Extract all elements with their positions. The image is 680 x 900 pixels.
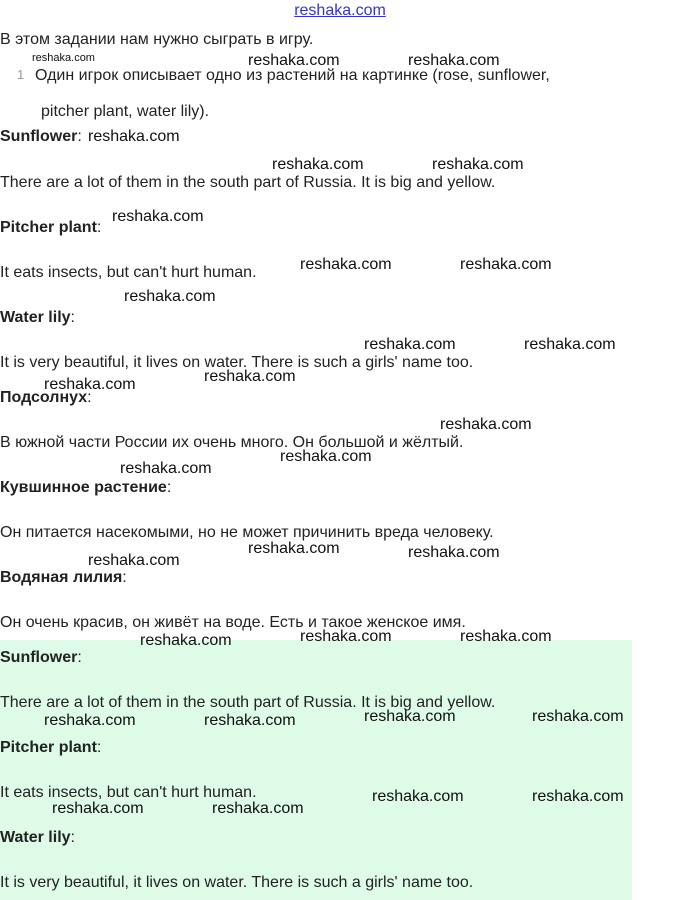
watermark: reshaka.com [212, 800, 304, 817]
watermark: reshaka.com [372, 788, 464, 805]
entry-text-podsolnukh: В южной части России их очень много. Он большой и жёлтый. [0, 434, 464, 451]
watermark: reshaka.com [300, 628, 392, 645]
watermark: reshaka.com [140, 632, 232, 649]
watermark: reshaka.com [300, 256, 392, 273]
entry-text-water-lily: It is very beautiful, it lives on water. There is such a girls' name too. [0, 354, 474, 371]
watermark: reshaka.com [120, 460, 212, 477]
list-item-number: 1 [17, 67, 25, 82]
watermark: reshaka.com [364, 336, 456, 353]
watermark: reshaka.com [204, 368, 296, 385]
entry-text-sunflower: There are a lot of them in the south part of Russia. It is big and yellow. [0, 174, 496, 191]
watermark: reshaka.com [44, 376, 136, 393]
watermark: reshaka.com [248, 52, 340, 69]
highlight-text-sunflower: There are a lot of them in the south part of Russia. It is big and yellow. [0, 694, 496, 711]
highlight-block [0, 640, 632, 900]
watermark: reshaka.com [272, 156, 364, 173]
watermark: reshaka.com [44, 712, 136, 729]
highlight-text-pitcher-plant: It eats insects, but can't hurt human. [0, 784, 257, 801]
list-item-text-line1: Один игрок описывает одно из растений на картинке (rose, sunflower, [35, 67, 550, 84]
watermark: reshaka.com [532, 708, 624, 725]
entry-label-vodyanaya-liliya: Водяная лилия: [0, 569, 127, 586]
watermark: reshaka.com [408, 544, 500, 561]
watermark: reshaka.com [408, 52, 500, 69]
watermark: reshaka.com [52, 800, 144, 817]
watermark: reshaka.com [460, 628, 552, 645]
entry-label-podsolnukh: Подсолнух: [0, 389, 92, 406]
entry-text-pitcher-plant: It eats insects, but can't hurt human. [0, 264, 257, 281]
watermark: reshaka.com [124, 288, 216, 305]
watermark: reshaka.com [280, 448, 372, 465]
site-link[interactable]: reshaka.com [294, 2, 386, 19]
highlight-label-water-lily: Water lily: [0, 829, 75, 846]
entry-text-vodyanaya-liliya: Он очень красив, он живёт на воде. Есть и такое женское имя. [0, 614, 466, 631]
watermark: reshaka.com [248, 540, 340, 557]
highlight-label-sunflower: Sunflower: [0, 649, 82, 666]
highlight-label-pitcher-plant: Pitcher plant: [0, 739, 102, 756]
highlight-text-water-lily: It is very beautiful, it lives on water. There is such a girls' name too. [0, 874, 474, 891]
watermark: reshaka.com [88, 128, 180, 145]
watermark: reshaka.com [432, 156, 524, 173]
watermark: reshaka.com [88, 552, 180, 569]
entry-label-pitcher-plant: Pitcher plant: [0, 219, 102, 236]
list-item-text-line2: pitcher plant, water lily). [41, 103, 210, 120]
watermark: reshaka.com [460, 256, 552, 273]
watermark: reshaka.com [364, 708, 456, 725]
entry-label-kuvshinnoe: Кувшинное растение: [0, 479, 172, 496]
watermark: reshaka.com [524, 336, 616, 353]
entry-label-sunflower: Sunflower: [0, 128, 82, 145]
entry-label-water-lily: Water lily: [0, 309, 75, 326]
watermark: reshaka.com [32, 52, 95, 64]
watermark: reshaka.com [112, 208, 204, 225]
intro-text: В этом задании нам нужно сыграть в игру. [0, 31, 314, 48]
watermark: reshaka.com [204, 712, 296, 729]
watermark: reshaka.com [440, 416, 532, 433]
entry-text-kuvshinnoe: Он питается насекомыми, но не может причинить вреда человеку. [0, 524, 494, 541]
watermark: reshaka.com [532, 788, 624, 805]
